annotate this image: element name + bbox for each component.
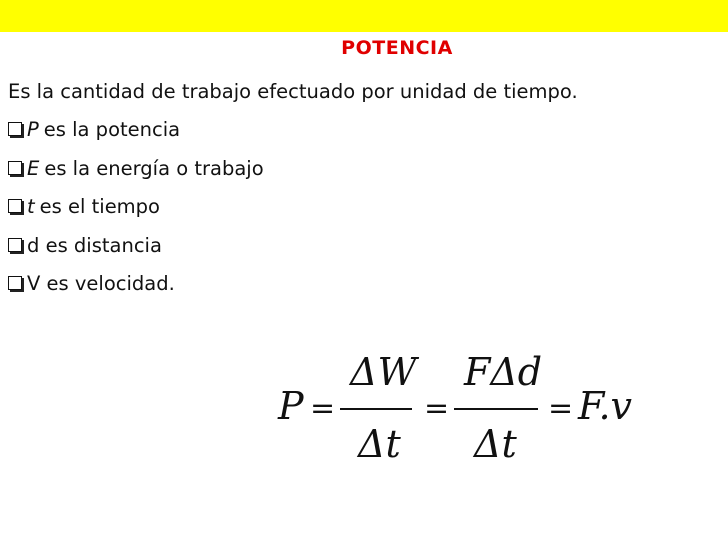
list-item-text: es la potencia [43,118,181,141]
top-bar [0,0,728,32]
list-item [8,156,264,195]
formula-rhs: F.v [578,384,632,428]
formula-equals: = [310,391,336,426]
list-item [8,117,264,156]
formula-equals: = [424,391,450,426]
list-item-text: es la energía o trabajo [44,156,264,180]
checkbox-bullet-icon [8,122,22,136]
list-item-text: es el tiempo [39,195,160,218]
list-item [8,233,264,272]
list-item-text: V es velocidad. [27,272,175,295]
checkbox-bullet-icon [8,238,22,252]
fraction1-bar [340,408,412,410]
list-item [8,271,264,310]
checkbox-bullet-icon [8,199,22,213]
list-item [8,194,264,233]
checkbox-bullet-icon [8,161,22,175]
list-item-text: d es distancia [27,233,162,257]
checkbox-bullet-icon [8,276,22,290]
fraction1-numerator: ΔW [350,350,417,394]
variable-symbol: E [27,156,40,180]
fraction2-denominator: Δt [474,422,517,466]
page-title: POTENCIA [341,37,453,59]
variable-symbol: P [27,118,39,141]
fraction1-denominator: Δt [358,422,401,466]
fraction2-bar [454,408,538,410]
definition-list [8,117,264,310]
formula-lhs: P [278,384,304,428]
power-formula [278,345,658,475]
variable-symbol: t [27,195,35,218]
formula-equals: = [548,391,574,426]
intro-text: Es la cantidad de trabajo efectuado por unidad de tiempo. [8,80,578,103]
fraction2-numerator: FΔd [464,350,543,394]
